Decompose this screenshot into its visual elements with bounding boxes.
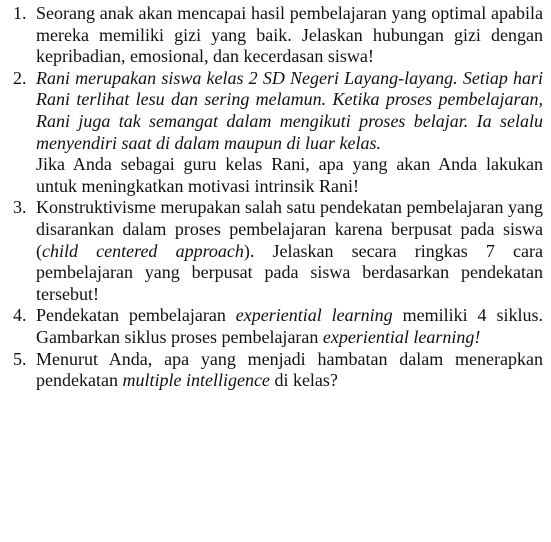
question-text (36, 3, 543, 68)
question-text (36, 197, 543, 305)
question-paragraph (36, 349, 543, 392)
question-4 (13, 305, 543, 348)
question-text-run-italic: experiential learning (235, 305, 393, 326)
question-text-run: memiliki 4 siklus. Gambarkan siklus proses pembelajaran (36, 305, 543, 347)
case-scenario-paragraph (36, 68, 543, 154)
question-paragraph (36, 3, 543, 68)
question-paragraph (36, 154, 543, 197)
question-text (36, 68, 543, 198)
question-text-run: ). Jelaskan secara ringkas 7 cara pembelajaran yang berpusat pada siswa berdasarkan pendekatan tersebut! (36, 240, 543, 304)
question-text-run-italic: multiple intelligence (122, 370, 270, 391)
question-text-run: di kelas? (269, 370, 338, 391)
question-paragraph (36, 197, 543, 305)
question-number: 1. (13, 3, 27, 23)
question-text-run: Konstruktivisme merupakan salah satu pendekatan pembelajaran yang disarankan dalam proses pembelajaran karena berpusat pada siswa ( (36, 197, 543, 261)
question-paragraph (36, 305, 543, 348)
question-text-run-italic: experiential learning! (322, 326, 481, 347)
question-number: 5. (13, 348, 27, 369)
question-text-run: Menurut Anda, apa yang menjadi hambatan dalam menerapkan pendekatan (36, 348, 543, 391)
question-number: 4. (13, 305, 27, 326)
question-3 (13, 197, 543, 305)
question-text (36, 349, 543, 392)
question-2 (13, 68, 543, 198)
question-number: 3. (13, 197, 27, 218)
question-text-run: Jika Anda sebagai guru kelas Rani, apa yang akan Anda lakukan untuk meningkatkan motivasi intrinsik Rani! (36, 154, 543, 196)
question-text-run: Rani merupakan siswa kelas 2 SD Negeri Layang-layang. Setiap hari Rani terlihat lesu dan sering melamun. Ketika proses pembelajaran, Rani juga tak semangat dalam mengikuti proses belajar. Ia selalu menyendiri saat di dalam maupun di luar kelas. (36, 67, 543, 153)
question-text-run-italic: child centered approach (42, 240, 244, 261)
question-text-run: Pendekatan pembelajaran (36, 305, 236, 326)
question-number: 2. (13, 67, 27, 88)
question-1 (13, 3, 543, 68)
question-5 (13, 349, 543, 392)
question-text-run: Seorang anak akan mencapai hasil pembelajaran yang optimal apabila mereka memiliki gizi yang baik. Jelaskan hubungan gizi dengan kepribadian, emosional, dan kecerdasan siswa! (36, 3, 543, 67)
question-text (36, 305, 543, 348)
